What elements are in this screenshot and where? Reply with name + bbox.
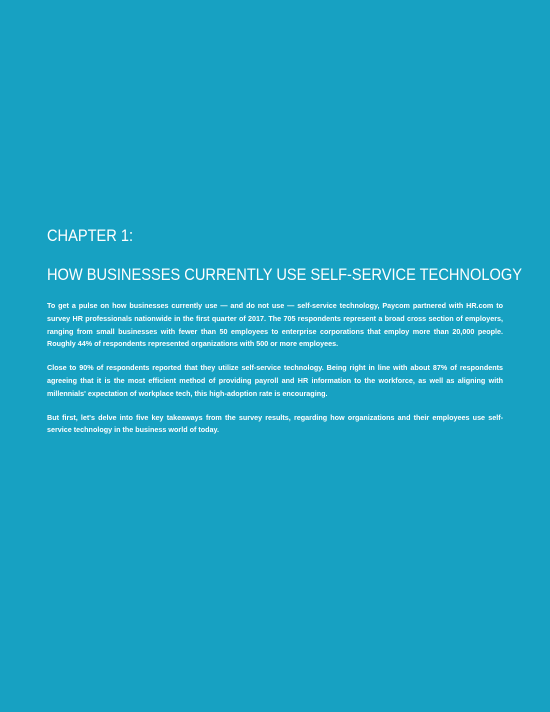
chapter-title: HOW BUSINESSES CURRENTLY USE SELF-SERVICE TECHNOLOGY [47, 265, 522, 284]
body-paragraph: To get a pulse on how businesses currently use — and do not use — self-service technology, Paycom partnered with HR.com to survey HR professionals nationwide in the first quarter of 2017. The 705 respondents represent a broad cross section of employers, ranging from small businesses with fewer than 50 employees to enterprise corporations that employ more than 20,000 people. Roughly 44% of respondents represented organizations with 500 or more employees. [47, 301, 503, 349]
body-paragraph: Close to 90% of respondents reported that they utilize self-service technology. Being right in line with about 87% of respondents agreeing that it is the most efficient method of providing payroll and HR information to the workforce, as well as aligning with millennials' expectation of workplace tech, this high-adoption rate is encouraging. [47, 363, 503, 398]
chapter-body [47, 300, 503, 437]
chapter-label: CHAPTER 1: [47, 226, 134, 245]
chapter-content [47, 226, 522, 448]
body-paragraph: But first, let's delve into five key takeaways from the survey results, regarding how organizations and their employees use self-service technology in the business world of today. [47, 412, 503, 435]
